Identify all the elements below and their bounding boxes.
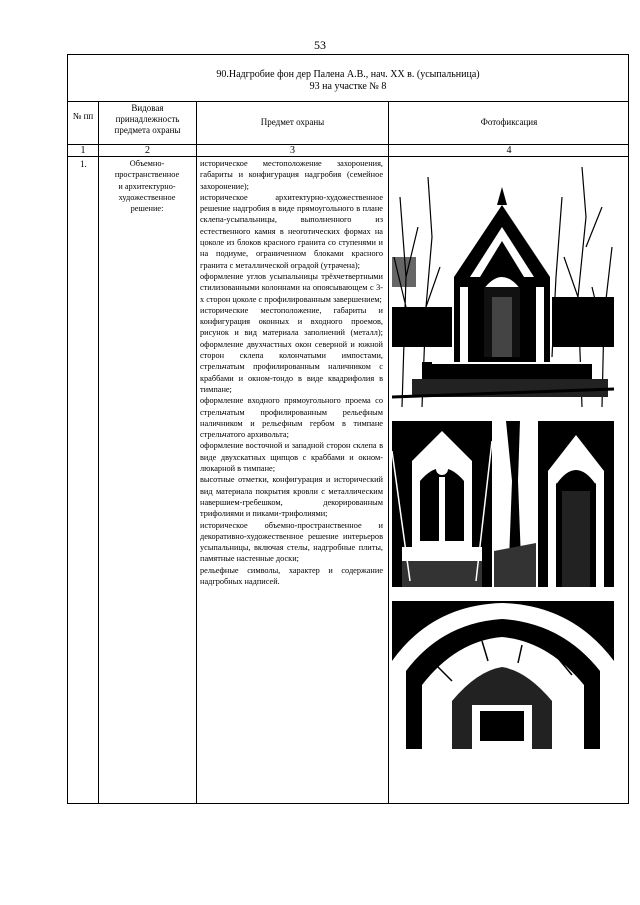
list-item: оформление углов усыпальницы трёхчетвертными стилизованными колоннами на опоясывающем с 3-х сторон цоколе с профилированным завершением; (200, 271, 383, 304)
row-number: 1. (80, 159, 87, 169)
list-item: историческое местоположение захоронения, габариты и конфигурация надгробия (семейное захоронение); (200, 159, 383, 191)
header-num: № пп (72, 111, 94, 121)
page-number: 53 (314, 38, 326, 52)
col-number: 1 (80, 145, 86, 156)
photo-entrance-detail (538, 421, 614, 587)
photo-window-detail (392, 421, 492, 587)
column-divider (196, 101, 197, 804)
list-item: рельефные символы, характер и содержание надгробных надписей. (200, 565, 383, 586)
row-type: Объемно-пространственное и архитектурно-художественное решение: (114, 159, 180, 214)
list-item: высотные отметки, конфигурация и исторический вид материала покрытия кровли с металлическим навершием-гребешком, декорированным трифолиями и пиками-трифолиями; (200, 475, 383, 519)
col-number: 3 (290, 145, 295, 156)
photo-tree-trunk (494, 421, 536, 587)
list-item: исторические местоположение, габариты и конфигурация оконных и входного проемов, рисунок и вид материала заполнений (металл); оформление двухчастных окон северной и южной сторон склепа колончатыми импостами, стрельчатым профилированным наличником с краббами и окном-тондо в виде квадрифолия в тимпане; (200, 305, 383, 394)
list-item: историческое объемно-пространственное и декоративно-художественное решение интерьеров усыпальницы, включая стелы, надгробные плиты, памятные настенные доски; (200, 520, 383, 564)
photo-chapel-exterior (392, 157, 614, 407)
protection-subject-list (200, 158, 383, 587)
title-line-1: 90.Надгробие фон дер Палена А.В., нач. XX в. (усыпальница) (216, 69, 480, 80)
header-photo: Фотофиксация (480, 117, 538, 127)
col-number: 2 (145, 145, 150, 156)
protection-table (67, 54, 629, 804)
column-divider (98, 101, 99, 804)
list-item: историческое архитектурно-художественное решение надгробия в виде прямоугольного в плане склепа-усыпальницы, выполненного из естественного камня в неоготических формах на цоколе из блоков красного гранита со ступенями и на подиуме, ограниченном блоками красного гранита с металлической оградой (утрачена); (200, 192, 383, 270)
col-number: 4 (506, 145, 512, 156)
header-type: Видовая принадлежность предмета охраны (114, 103, 181, 135)
header-subject: Предмет охраны (260, 117, 325, 127)
row-divider (68, 101, 628, 102)
title-line-2: 93 на участке № 8 (309, 81, 387, 92)
list-item: оформление входного прямоугольного проема со стрельчатым профилированным рельефным наличником и рельефным гербом в тимпане стрельчатого архивольта; (200, 396, 383, 440)
photo-interior-vault (392, 601, 614, 749)
table-title (68, 69, 628, 93)
list-item: оформление восточной и западной сторон склепа в виде двухскатных щипцов с краббами и окном-люкарной в тимпане; (200, 441, 383, 474)
column-divider (388, 101, 389, 804)
